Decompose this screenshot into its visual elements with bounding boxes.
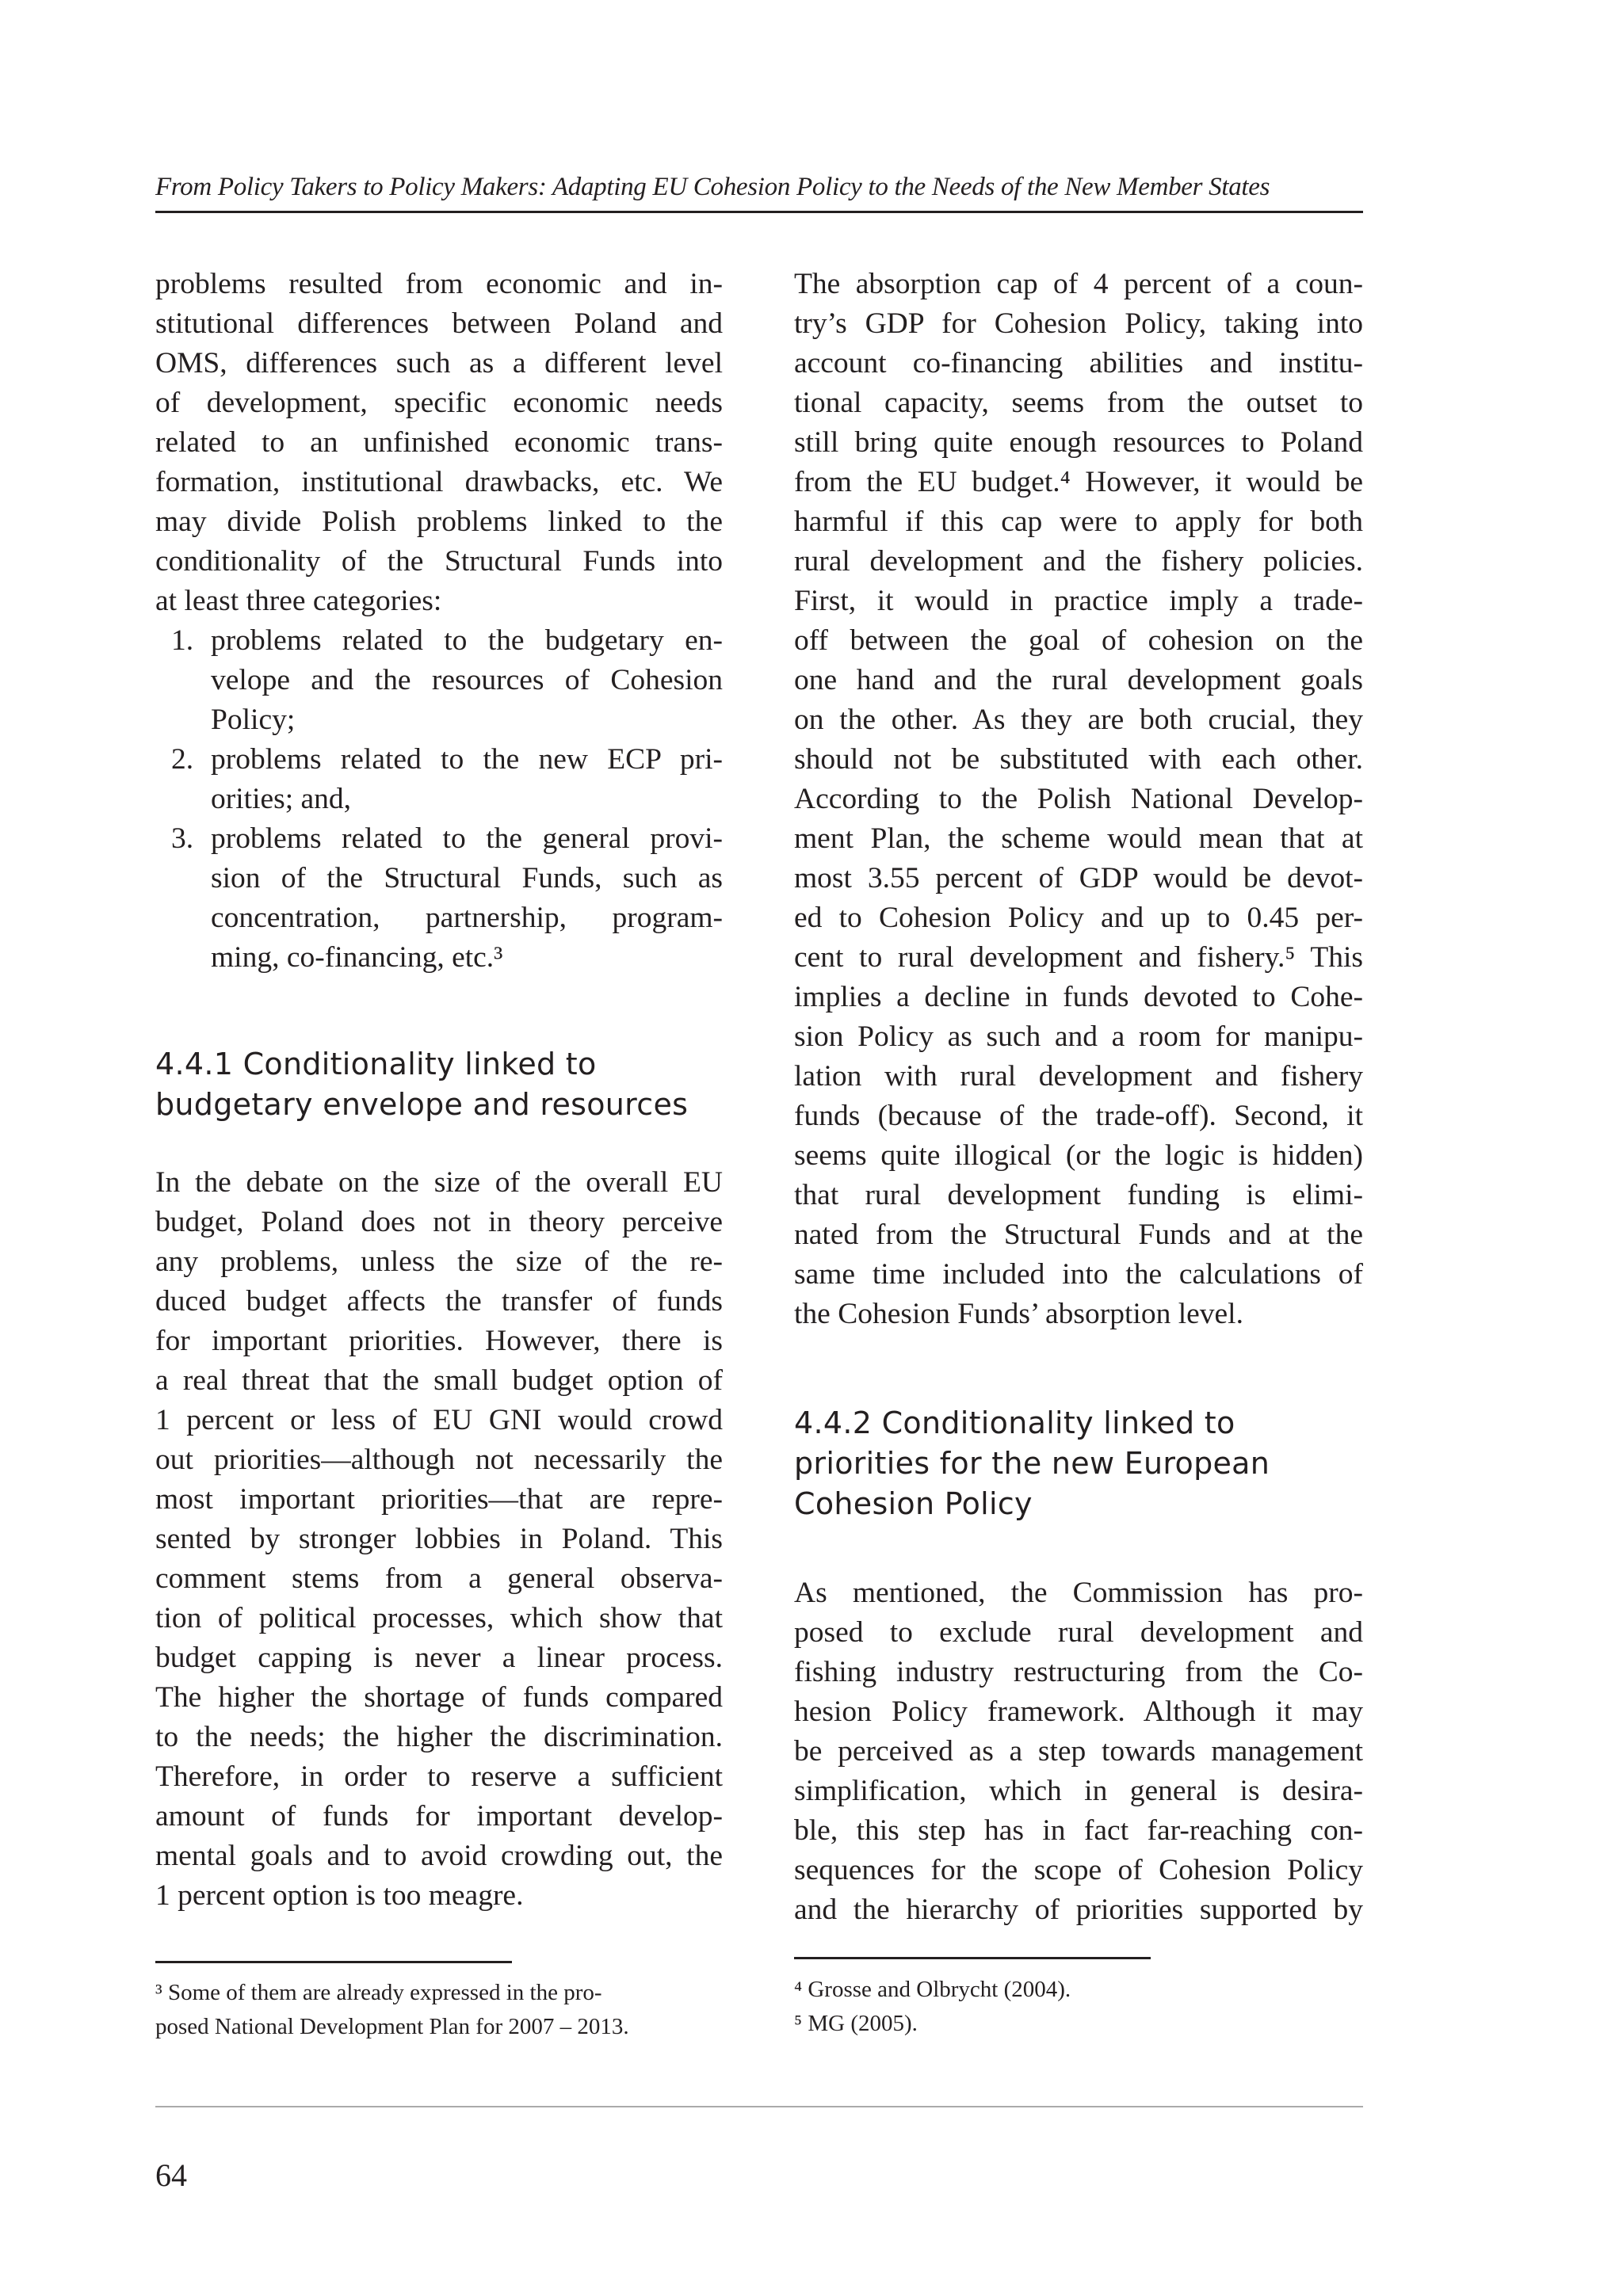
- text-line: of development, specific economic needs: [155, 387, 723, 419]
- text-line: 1 percent option is too meagre.: [155, 1879, 524, 1912]
- text-line: ⁵ MG (2005).: [794, 2011, 918, 2036]
- text-line: mental goals and to avoid crowding out, the: [155, 1840, 723, 1872]
- list-number: 1.: [171, 624, 194, 657]
- text-line: 4.4.1 Conditionality linked to: [155, 1047, 597, 1081]
- text-line: The absorption cap of 4 percent of a coun-: [794, 268, 1363, 300]
- text-line: for important priorities. However, there is: [155, 1325, 723, 1357]
- text-line: concentration, partnership, program-: [211, 902, 723, 934]
- text-line: sented by stronger lobbies in Poland. This: [155, 1523, 723, 1555]
- text-line: may divide Polish problems linked to the: [155, 505, 723, 538]
- text-line: stitutional differences between Poland and: [155, 307, 723, 340]
- header-rule: [155, 211, 1363, 213]
- text-line: harmful if this cap were to apply for both: [794, 505, 1363, 538]
- text-line: and the hierarchy of priorities supported by: [794, 1894, 1363, 1926]
- text-line: duced budget affects the transfer of funds: [155, 1285, 723, 1318]
- text-line: any problems, unless the size of the re-: [155, 1245, 723, 1278]
- text-line: that rural development funding is elimi-: [794, 1179, 1363, 1211]
- text-line: hesion Policy framework. Although it may: [794, 1695, 1363, 1728]
- text-line: Therefore, in order to reserve a sufficient: [155, 1760, 723, 1793]
- text-line: ming, co-financing, etc.³: [211, 941, 503, 974]
- text-line: sequences for the scope of Cohesion Policy: [794, 1854, 1363, 1886]
- text-line: ³ Some of them are already expressed in the pro-: [155, 1980, 602, 2005]
- text-line: amount of funds for important develop-: [155, 1800, 723, 1833]
- text-line: on the other. As they are both crucial, they: [794, 704, 1363, 736]
- text-line: still bring quite enough resources to Poland: [794, 426, 1363, 459]
- text-line: cent to rural development and fishery.⁵ This: [794, 941, 1363, 974]
- text-line: 4.4.2 Conditionality linked to: [794, 1405, 1235, 1440]
- footnote-rule-right: [794, 1957, 1151, 1959]
- text-line: most important priorities—that are repre-: [155, 1483, 723, 1516]
- text-line: OMS, differences such as a different level: [155, 347, 723, 379]
- list-item: [155, 819, 723, 978]
- text-line: account co-financing abilities and institu-: [794, 347, 1363, 379]
- text-line: orities; and,: [211, 783, 352, 815]
- text-line: off between the goal of cohesion on the: [794, 624, 1363, 657]
- text-line: problems resulted from economic and in-: [155, 268, 723, 300]
- text-line: Cohesion Policy: [794, 1486, 1033, 1521]
- text-line: implies a decline in funds devoted to Cohe-: [794, 981, 1363, 1013]
- text-line: same time included into the calculations of: [794, 1258, 1363, 1291]
- text-line: 1 percent or less of EU GNI would crowd: [155, 1404, 723, 1436]
- footer-rule: [155, 2106, 1363, 2107]
- text-line: tion of political processes, which show that: [155, 1602, 723, 1634]
- text-line: As mentioned, the Commission has pro-: [794, 1577, 1363, 1609]
- text-line: In the debate on the size of the overall EU: [155, 1166, 723, 1199]
- list-item: [155, 621, 723, 740]
- text-line: The higher the shortage of funds compared: [155, 1681, 723, 1714]
- page-number: 64: [155, 2157, 187, 2193]
- text-line: Policy;: [211, 704, 296, 736]
- text-line: at least three categories:: [155, 585, 442, 617]
- text-line: from the EU budget.⁴ However, it would be: [794, 466, 1363, 498]
- text-line: problems related to the budgetary en-: [211, 624, 723, 657]
- text-line: comment stems from a general observa-: [155, 1562, 723, 1595]
- text-line: budget capping is never a linear process.: [155, 1642, 723, 1674]
- text-line: sion of the Structural Funds, such as: [211, 862, 723, 894]
- text-line: posed National Development Plan for 2007 – 2013.: [155, 2014, 629, 2039]
- text-line: simplification, which in general is desira-: [794, 1775, 1363, 1807]
- category-list: [155, 621, 723, 978]
- text-line: the Cohesion Funds’ absorption level.: [794, 1298, 1243, 1330]
- text-line: ment Plan, the scheme would mean that at: [794, 822, 1363, 855]
- text-line: tional capacity, seems from the outset to: [794, 387, 1363, 419]
- text-line: out priorities—although not necessarily the: [155, 1444, 723, 1476]
- text-line: seems quite illogical (or the logic is hidden): [794, 1139, 1363, 1172]
- list-number: 2.: [171, 743, 194, 776]
- list-number: 3.: [171, 822, 194, 855]
- text-line: most 3.55 percent of GDP would be devot-: [794, 862, 1363, 894]
- section-heading-4-4-2: [794, 1403, 1270, 1524]
- text-line: rural development and the fishery policies.: [794, 545, 1363, 578]
- running-head: From Policy Takers to Policy Makers: Adapting EU Cohesion Policy to the Needs of the New Member States: [155, 173, 1270, 201]
- list-item: [155, 740, 723, 819]
- text-line: problems related to the new ECP pri-: [211, 743, 723, 776]
- text-line: priorities for the new European: [794, 1446, 1270, 1481]
- text-line: nated from the Structural Funds and at the: [794, 1219, 1363, 1251]
- left-paragraph-2: [155, 1163, 723, 1916]
- text-line: budget, Poland does not in theory perceive: [155, 1206, 723, 1238]
- text-line: ed to Cohesion Policy and up to 0.45 per-: [794, 902, 1363, 934]
- text-line: posed to exclude rural development and: [794, 1616, 1363, 1649]
- left-paragraph-1: [155, 265, 723, 621]
- text-line: problems related to the general provi-: [211, 822, 723, 855]
- text-line: a real threat that the small budget option of: [155, 1364, 723, 1397]
- text-line: be perceived as a step towards management: [794, 1735, 1363, 1768]
- text-line: budgetary envelope and resources: [155, 1087, 689, 1122]
- text-line: velope and the resources of Cohesion: [211, 664, 723, 696]
- footnote-3: [155, 1976, 629, 2044]
- text-line: sion Policy as such and a room for manipu-: [794, 1020, 1363, 1053]
- text-line: formation, institutional drawbacks, etc. We: [155, 466, 723, 498]
- text-line: fishing industry restructuring from the Co-: [794, 1656, 1363, 1688]
- right-paragraph-1: [794, 265, 1363, 1334]
- text-line: conditionality of the Structural Funds into: [155, 545, 723, 578]
- text-line: one hand and the rural development goals: [794, 664, 1363, 696]
- right-paragraph-2: [794, 1573, 1363, 1930]
- footnote-rule-left: [155, 1961, 512, 1963]
- text-line: funds (because of the trade-off). Second, it: [794, 1100, 1363, 1132]
- text-line: ⁴ Grosse and Olbrycht (2004).: [794, 1977, 1071, 2002]
- text-line: related to an unfinished economic trans-: [155, 426, 723, 459]
- text-line: should not be substituted with each other.: [794, 743, 1363, 776]
- footnotes-4-5: [794, 1973, 1071, 2041]
- text-line: try’s GDP for Cohesion Policy, taking into: [794, 307, 1363, 340]
- text-line: First, it would in practice imply a trade-: [794, 585, 1363, 617]
- text-line: to the needs; the higher the discrimination.: [155, 1721, 723, 1753]
- section-heading-4-4-1: [155, 1044, 688, 1125]
- text-line: lation with rural development and fishery: [794, 1060, 1363, 1093]
- text-line: ble, this step has in fact far-reaching con-: [794, 1814, 1363, 1847]
- text-line: According to the Polish National Develop-: [794, 783, 1363, 815]
